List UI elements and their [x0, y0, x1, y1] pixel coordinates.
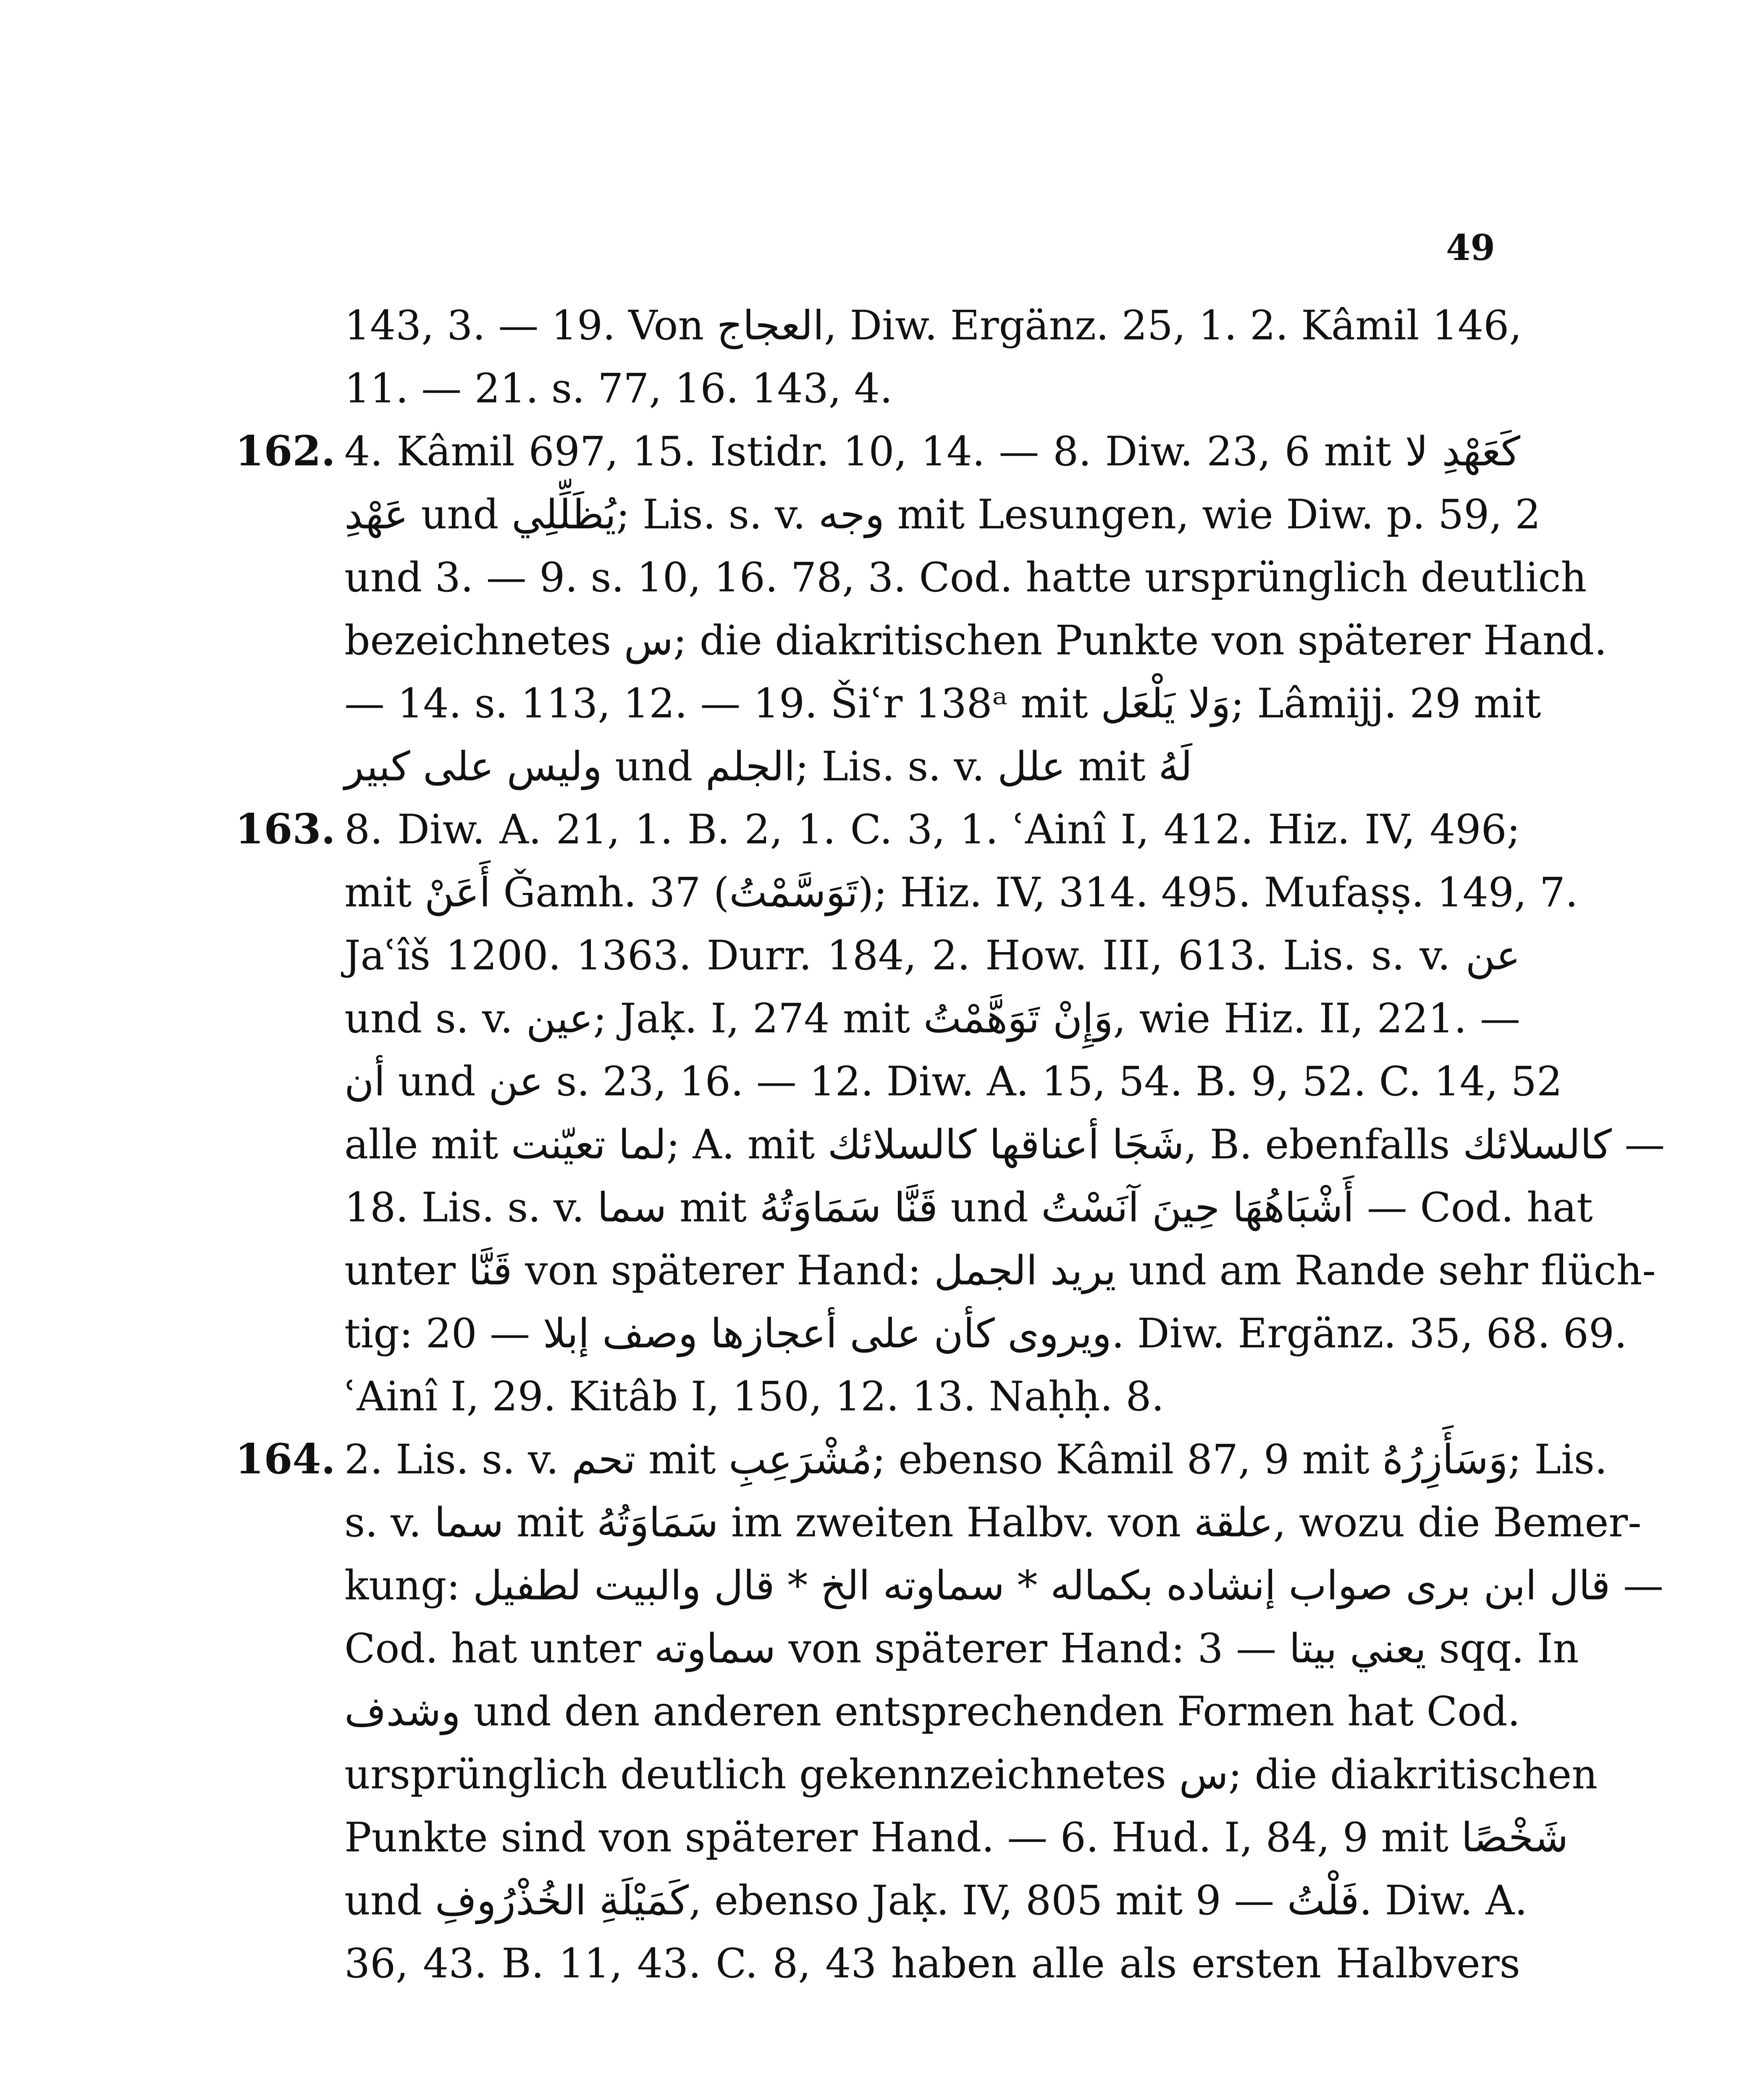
text-line: وشدف und den anderen entsprechenden Formen hat Cod. [344, 1688, 1520, 1735]
text-line: tig: ويروى كأن على أعجازها وصف إبلا — 20. Diw. Ergänz. 35, 68. 69. [344, 1310, 1627, 1357]
text-line: und كَمَيْلَةِ الخُذْرُوفِ, ebenso Jaḳ. IV, 805 mit فَلْتُ — 9. Diw. A. [344, 1877, 1527, 1924]
text-line: أن und عن s. 23, 16. — 12. Diw. A. 15, 54. B. 9, 52. C. 14, 52 [344, 1058, 1563, 1105]
text-line: ursprünglich deutlich gekennzeichnetes س; die diakritischen [344, 1751, 1598, 1798]
text-line: Jaʿîš 1200. 1363. Durr. 184, 2. How. III, 613. Lis. s. v. عن [344, 932, 1520, 979]
text-line: عَهْدِ und يُظَلِّلِي; Lis. s. v. وجه mit Lesungen, wie Diw. p. 59, 2 [344, 491, 1541, 538]
text-line: 11. — 21. s. 77, 16. 143, 4. [344, 365, 893, 412]
text-line: s. v. سما mit سَمَاوَتُهُ im zweiten Halbv. von علقة, wozu die Bemer- [344, 1499, 1642, 1546]
text-line: kung: قال ابن برى صواب إنشاده بكماله * سماوته الخ * قال والبيت لطفيل — [344, 1562, 1663, 1609]
text-line: bezeichnetes س; die diakritischen Punkte von späterer Hand. [344, 617, 1607, 664]
entry-number: 164. [235, 1435, 336, 1483]
text-line: 36, 43. B. 11, 43. C. 8, 43 haben alle als ersten Halbvers [344, 1940, 1520, 1987]
text-line: 163. 8. Diw. A. 21, 1. B. 2, 1. C. 3, 1. ʿAinî I, 412. Hiz. IV, 496; [235, 798, 1520, 861]
text-line: 143, 3. — 19. Von العجاج, Diw. Ergänz. 25, 1. 2. Kâmil 146, [344, 302, 1522, 349]
text-line: Punkte sind von späterer Hand. — 6. Hud. I, 84, 9 mit شَخْصًا [344, 1814, 1569, 1861]
page-body [235, 294, 1665, 1995]
text-line: alle mit لما تعيّنت; A. mit شَجَا أعناقها كالسلائك, B. ebenfalls كالسلائك — [344, 1121, 1665, 1168]
text-line: وليس على كبير und الجلم; Lis. s. v. علل mit لَهُ [344, 743, 1192, 790]
text-line: 162. 4. Kâmil 697, 15. Istidr. 10, 14. — 8. Diw. 23, 6 mit كَعَهْدِ لا [235, 420, 1520, 483]
text-line: und 3. — 9. s. 10, 16. 78, 3. Cod. hatte ursprünglich deutlich [344, 554, 1587, 601]
text-line: Cod. hat unter سماوته von späterer Hand: يعني بيتا — 3 sqq. In [344, 1625, 1579, 1672]
page-number: 49 [1446, 227, 1495, 268]
entry-number: 163. [235, 805, 336, 853]
text-line: unter قَنَّا von späterer Hand: يريد الجمل und am Rande sehr flüch- [344, 1247, 1656, 1294]
entry-number: 162. [235, 427, 336, 475]
text-line: ʿAinî I, 29. Kitâb I, 150, 12. 13. Naḥḥ. 8. [344, 1373, 1165, 1420]
text-line: 18. Lis. s. v. سما mit قَنَّا سَمَاوَتُهُ und أَشْبَاهُهَا حِينَ آنَسْتُ — Cod. hat [344, 1184, 1593, 1231]
text-line: 164. 2. Lis. s. v. تحم mit مُشْرَعِبِ; ebenso Kâmil 87, 9 mit وَسَأَزِرُهُ; Lis. [235, 1428, 1520, 1491]
text-line: mit أَعَنْ Ǧamh. 37 (تَوَسَّمْتُ); Hiz. IV, 314. 495. Mufaṣṣ. 149, 7. [344, 869, 1578, 916]
text-line: — 14. s. 113, 12. — 19. Šiʿr 138ᵃ mit وَلا يَلْعَل; Lâmijj. 29 mit [344, 680, 1541, 727]
text-line: und s. v. عين; Jaḳ. I, 274 mit وَإِنْ تَوَهَّمْتُ, wie Hiz. II, 221. — [344, 995, 1521, 1042]
